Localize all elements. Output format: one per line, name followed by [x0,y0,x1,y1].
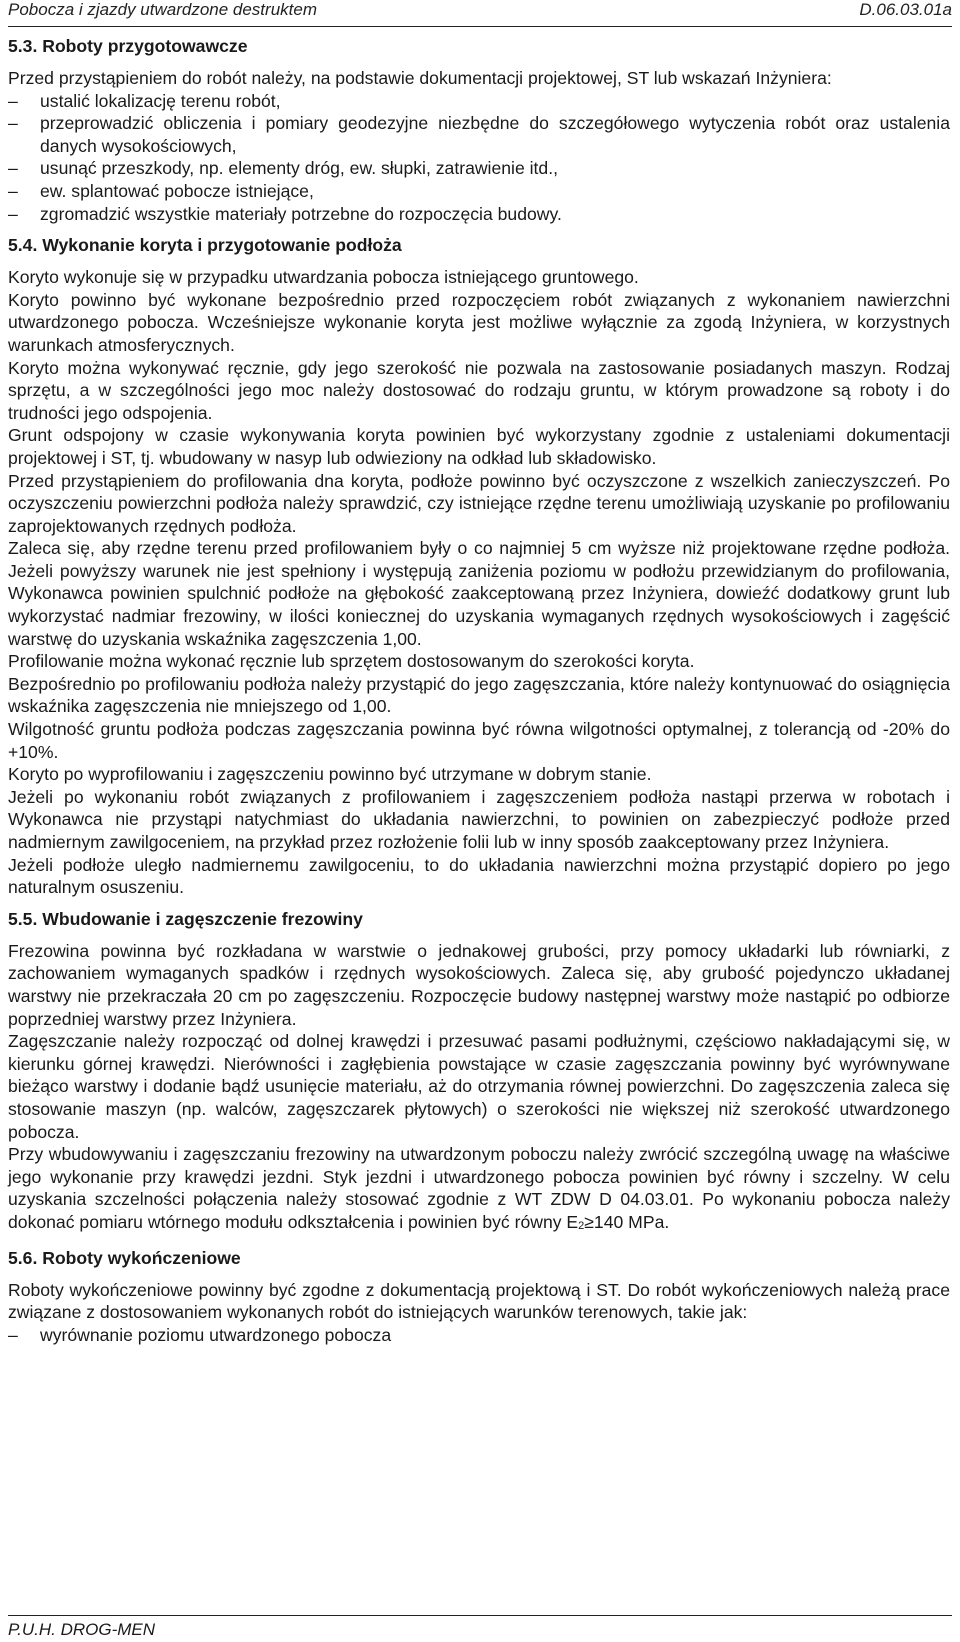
section-5-5 [8,907,950,1238]
list-item: – zgromadzić wszystkie materiały potrzebne do rozpoczęcia budowy. [8,203,562,224]
paragraph: Wilgotność gruntu podłoża podczas zagęszczania powinna być równa wilgotności optymalnej, z tolerancją od -20% do +10%. [8,719,950,762]
header-title: Pobocza i zjazdy utwardzone destruktem [8,0,317,19]
list-item: – ew. splantować pobocze istniejące, [8,180,314,201]
paragraph: Przy wbudowywaniu i zagęszczaniu frezowiny na utwardzonym poboczu należy zwrócić szczególną uwagę na właściwe jego wykonanie przy krawędzi jezdni. Styk jezdni i utwardzonego pobocza powinien być równy i szczelny. W celu uzyskania szczelności połączenia należy stosować zgodnie z WT ZDW D 04.03.01. Po wykonaniu pobocza należy dokonać pomiaru wtórnego modułu odkształcenia i powinien być równy $E_2\ge 140$ MPa. [8,1144,950,1232]
section-heading: 5.6. Roboty wykończeniowe [8,1247,241,1268]
paragraph: Koryto powinno być wykonane bezpośrednio przed rozpoczęciem robót związanych z wykonaniem nawierzchni utwardzonego pobocza. Wcześniejsze wykonanie koryta jest możliwe wyłącznie za zgodą Inżyniera, w korzystnych warunkach atmosferycznych. [8,289,950,355]
dash-marker: – [8,203,18,224]
paragraph: Frezowina powinna być rozkładana w warstwie o jednakowej grubości, przy pomocy układarki lub równiarki, z zachowaniem wymaganych spadków i rzędnych wysokościowych. Zaleca się, aby grubość pojedynczo układanej warstwy nie przekraczała 20 cm po zagęszczeniu. Rozpoczęcie budowy następnej warstwy może nastąpić po odbiorze poprzedniej warstwy przez Inżyniera. [8,940,950,1029]
dash-marker: – [8,90,18,111]
paragraph: Zagęszczanie należy rozpocząć od dolnej krawędzi i przesuwać pasami podłużnymi, częściowo nakładającymi się, w kierunku górnej krawędzi. Nierówności i zagłębienia powstające w czasie zagęszczania powinny być wyrównywane bieżąco warstwy i dodanie bądź usunięcie materiału, aż do otrzymania równej powierzchni. Do zagęszczenia zaleca się stosowanie maszyn (np. walców, zagęszczarek płytowych) o szerokości nie większej niż szerokość utwardzonego pobocza. [8,1031,950,1142]
paragraph: Koryto wykonuje się w przypadku utwardzania pobocza istniejącego gruntowego. [8,267,639,288]
footer-company: P.U.H. DROG-MEN [8,1620,156,1639]
subscript: 2 [578,1219,585,1232]
paragraph: Profilowanie można wykonać ręcznie lub sprzętem dostosowanym do szerokości koryta. [8,651,695,672]
header-code: D.06.03.01a [859,0,952,19]
list-item: – usunąć przeszkody, np. elementy dróg, ew. słupki, zatrawienie itd., [8,158,558,179]
dash-marker: – [8,158,18,179]
list-item: – wyrównanie poziomu utwardzonego pobocza [8,1324,392,1345]
dash-marker: – [8,113,18,134]
paragraph: Przed przystąpieniem do robót należy, na podstawie dokumentacji projektowej, ST lub wskazań Inżyniera: [8,68,832,88]
section-heading: 5.5. Wbudowanie i zagęszczenie frezowiny [8,908,363,929]
paragraph: Roboty wykończeniowe powinny być zgodne z dokumentacją projektową i ST. Do robót wykończeniowych należą prace związane z dostosowaniem wykonanych robót do istniejących warunków terenowych, takie jak: [8,1279,950,1323]
page-footer [8,1615,952,1640]
dash-marker: – [8,180,18,201]
bullet-list [8,90,950,226]
document-body [8,34,950,1346]
paragraph: Koryto po wyprofilowaniu i zagęszczeniu powinno być utrzymane w dobrym stanie. [8,764,652,785]
section-heading: 5.3. Roboty przygotowawcze [8,36,248,56]
dash-marker: – [8,1324,18,1345]
list-item: – ustalić lokalizację terenu robót, [8,90,281,111]
paragraph: Bezpośrednio po profilowaniu podłoża należy przystąpić do jego zagęszczania, które należy kontynuować do osiągnięcia wskaźnika zagęszczenia nie mniejszego od 1,00. [8,673,950,717]
bullet-list [8,1324,950,1347]
paragraph: Zaleca się, aby rzędne terenu przed profilowaniem były o co najmniej 5 cm wyższe niż projektowane rzędne podłoża. Jeżeli powyższy warunek nie jest spełniony i występują zaniżenia poziomu w podłożu przewidzianym do profilowania, Wykonawca powinien spulchnić podłoże na głębokość zaakceptowaną przez Inżyniera, dowieźć dodatkowy grunt lub wykorzystać nadmiar frezowiny, w ilości koniecznej do uzyskania wymaganych rzędnych wysokościowych i zagęścić warstwę do uzyskania wskaźnika zagęszczenia 1,00. [8,538,950,649]
paragraph: Grunt odspojony w czasie wykonywania koryta powinien być wykorzystany zgodnie z ustaleniami dokumentacji projektowej i ST, tj. wbudowany w nasyp lub odwieziony na odkład lub składowisko. [8,425,950,468]
page-header [8,0,952,27]
section-5-6 [8,1246,950,1347]
section-5-3 [8,34,950,225]
paragraph: Jeżeli podłoże uległo nadmiernemu zawilgoceniu, to do układania nawierzchni można przystąpić dopiero po jego naturalnym osuszeniu. [8,854,950,898]
paragraph: Jeżeli po wykonaniu robót związanych z profilowaniem i zagęszczeniem podłoża nastąpi przerwa w robotach i Wykonawca nie przystąpi natychmiast do układania nawierzchni, to powinien on zabezpieczyć podłoże przed nadmiernym zawilgoceniem, na przykład przez rozłożenie folii lub w inny sposób zaakceptowany przez Inżyniera. [8,786,950,852]
paragraph: Przed przystąpieniem do profilowania dna koryta, podłoże powinno być oczyszczone z wszelkich zanieczyszczeń. Po oczyszczeniu powierzchni podłoża należy sprawdzić, czy istniejące rzędne terenu umożliwiają uzyskanie po profilowaniu zaprojektowanych rzędnych podłoża. [8,470,950,536]
section-5-4 [8,233,950,899]
section-heading: 5.4. Wykonanie koryta i przygotowanie podłoża [8,235,402,256]
list-item: – przeprowadzić obliczenia i pomiary geodezyjne niezbędne do szczegółowego wytyczenia robót oraz ustalenia danych wysokościowych, [8,113,950,156]
paragraph: Koryto można wykonywać ręcznie, gdy jego szerokość nie pozwala na zastosowanie posiadanych maszyn. Rodzaj sprzętu, a w szczególności jego moc należy dostosować do rodzaju gruntu, w którym prowadzone są roboty i do trudności jego odspojenia. [8,357,950,423]
